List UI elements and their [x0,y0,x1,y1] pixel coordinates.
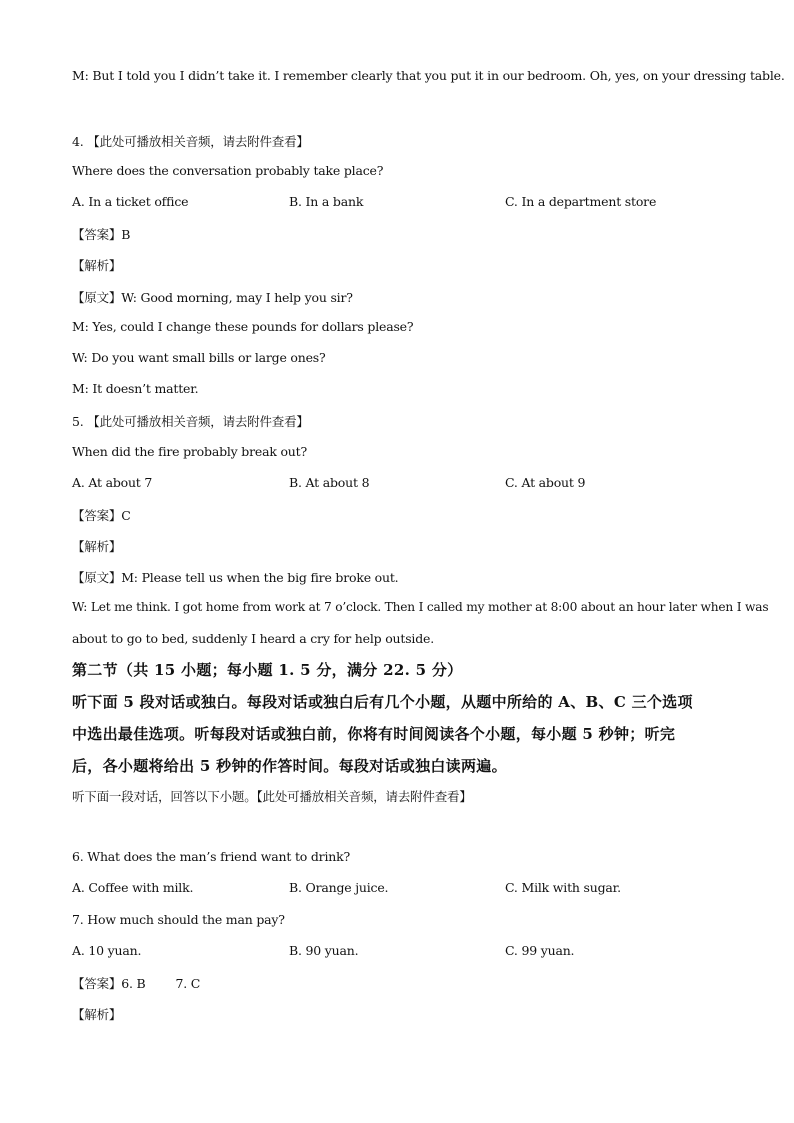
section-2-listen-prompt: 听下面一段对话，回答以下小题。【此处可播放相关音频，请去附件查看】 [72,789,472,804]
question-4-transcript-3: W: Do you want small bills or large ones? [72,350,326,365]
section-2-instructions-2: 中选出最佳选项。听每段对话或独白前，你将有时间阅读各个小题，每小题 5 秒钟；听完 [72,725,676,743]
question-5-transcript-1: 【原文】M: Please tell us when the big fire broke out. [72,570,399,585]
question-5-transcript-3: about to go to bed, suddenly I heard a cry for help outside. [72,631,434,646]
question-4-analysis: 【解析】 [72,258,122,273]
question-4-option-a: A. In a ticket office [72,194,189,209]
question-5-title: 5. 【此处可播放相关音频，请去附件查看】 [72,414,309,429]
question-4-transcript-4: M: It doesn’t matter. [72,381,199,396]
section-2-title: 第二节（共 15 小题；每小题 1. 5 分，满分 22. 5 分） [72,661,463,679]
question-7-option-c: C. 99 yuan. [505,943,575,958]
question-6-option-c: C. Milk with sugar. [505,880,621,895]
question-4-answer: 【答案】B [72,227,131,242]
section-2-instructions-3: 后，各小题将给出 5 秒钟的作答时间。每段对话或独白读两遍。 [72,757,507,775]
question-5-analysis: 【解析】 [72,539,122,554]
question-6-text: 6. What does the man’s friend want to drink? [72,849,350,864]
question-4-option-c: C. In a department store [505,194,657,209]
question-6-option-b: B. Orange juice. [289,880,389,895]
question-6-7-answer [72,974,200,992]
answer-tag: 【答案】 [72,976,122,991]
answer-7: 7. C [175,976,201,991]
question-5-transcript-2: W: Let me think. I got home from work at 7 o’clock. Then I called my mother at 8:00 about an hour later when I was [72,600,769,614]
question-5-option-c: C. At about 9 [505,475,586,490]
question-7-text: 7. How much should the man pay? [72,912,285,927]
question-7-option-b: B. 90 yuan. [289,943,359,958]
question-4-text: Where does the conversation probably take place? [72,163,384,178]
question-4-transcript-1: 【原文】W: Good morning, may I help you sir? [72,290,353,305]
transcript-line: M: But I told you I didn’t take it. I remember clearly that you put it in our bedroom. Oh, yes, on your dressing table. [72,68,785,83]
question-5-option-a: A. At about 7 [72,475,153,490]
question-6-7-analysis: 【解析】 [72,1007,122,1022]
question-4-transcript-2: M: Yes, could I change these pounds for dollars please? [72,319,414,334]
section-2-instructions-1: 听下面 5 段对话或独白。每段对话或独白后有几个小题，从题中所给的 A、B、C 三个选项 [72,693,693,711]
question-5-answer: 【答案】C [72,508,131,523]
question-4-title: 4. 【此处可播放相关音频，请去附件查看】 [72,134,309,149]
question-4-option-b: B. In a bank [289,194,364,209]
answer-6: 6. B [121,976,146,991]
question-5-option-b: B. At about 8 [289,475,370,490]
question-5-text: When did the fire probably break out? [72,444,307,459]
question-7-option-a: A. 10 yuan. [72,943,142,958]
question-6-option-a: A. Coffee with milk. [72,880,194,895]
